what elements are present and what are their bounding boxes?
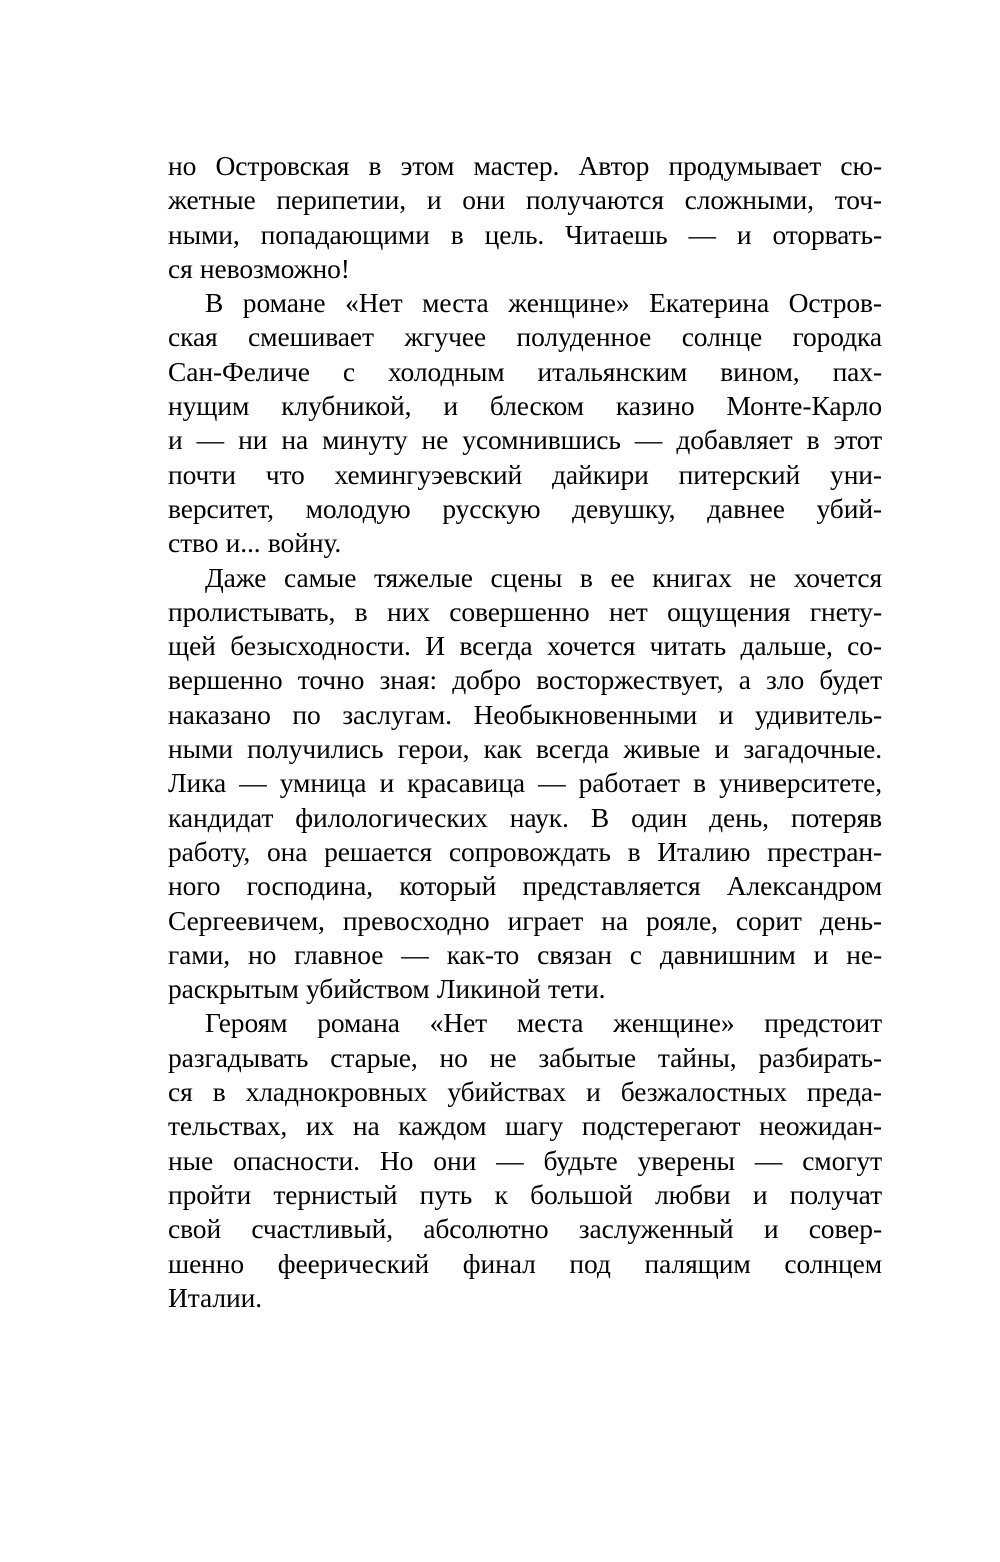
text-line: шенно феерический финал под палящим солнцем: [168, 1247, 882, 1279]
text-line: Героям романа «Нет места женщине» предстоит: [205, 1007, 882, 1039]
text-line: почти что хемингуэевский дайкири питерский уни-: [168, 458, 882, 490]
text-line: Лика — умница и красавица — работает в университете,: [168, 767, 882, 799]
text-line: ными, попадающими в цель. Читаешь — и оторвать-: [168, 218, 882, 250]
paragraph: [168, 561, 882, 1007]
text-line: тельствах, их на каждом шагу подстерегают неожидан-: [168, 1110, 882, 1142]
paragraph: [168, 286, 882, 560]
paragraph: [168, 149, 882, 286]
text-line: нущим клубникой, и блеском казино Монте-Карло: [168, 390, 882, 422]
text-line: В романе «Нет места женщине» Екатерина Остров-: [205, 287, 882, 319]
text-line: Сергеевичем, превосходно играет на рояле, сорит день-: [168, 904, 882, 936]
text-line: ская смешивает жгучее полуденное солнце городка: [168, 321, 882, 353]
text-line: наказано по заслугам. Необыкновенными и удивитель-: [168, 698, 882, 730]
text-line: ные опасности. Но они — будьте уверены — смогут: [168, 1144, 882, 1176]
text-line: работу, она решается сопровождать в Италию престран-: [168, 835, 882, 867]
text-line: свой счастливый, абсолютно заслуженный и совер-: [168, 1213, 882, 1245]
text-line: жетные перипетии, и они получаются сложными, точ-: [168, 184, 882, 216]
text-line: ся в хладнокровных убийствах и безжалостных преда-: [168, 1076, 882, 1108]
text-line: пройти тернистый путь к большой любви и получат: [168, 1178, 882, 1210]
text-line: ство и... войну.: [168, 527, 342, 559]
paragraph: [168, 1006, 882, 1315]
text-line: щей безысходности. И всегда хочется читать дальше, со-: [168, 630, 882, 662]
text-line: Италии.: [168, 1281, 262, 1313]
text-line: кандидат филологических наук. В один день, потеряв: [168, 801, 882, 833]
text-line: ного господина, который представляется Александром: [168, 870, 882, 902]
text-line: раскрытым убийством Ликиной тети.: [168, 973, 606, 1005]
text-line: пролистывать, в них совершенно нет ощущения гнету-: [168, 595, 882, 627]
text-line: Даже самые тяжелые сцены в ее книгах не хочется: [205, 561, 882, 593]
text-line: ными получились герои, как всегда живые и загадочные.: [168, 733, 882, 765]
text-block: [168, 149, 882, 1315]
text-line: верситет, молодую русскую девушку, давнее убий-: [168, 492, 882, 524]
text-line: и — ни на минуту не усомнившись — добавляет в этот: [168, 424, 882, 456]
text-line: разгадывать старые, но не забытые тайны, разбирать-: [168, 1041, 882, 1073]
text-line: Сан-Феличе с холодным итальянским вином, пах-: [168, 355, 882, 387]
text-line: ся невозможно!: [168, 252, 350, 284]
text-line: вершенно точно зная: добро восторжествует, а зло будет: [168, 664, 882, 696]
text-line: гами, но главное — как-то связан с давнишним и не-: [168, 938, 882, 970]
text-line: но Островская в этом мастер. Автор продумывает сю-: [168, 150, 882, 181]
